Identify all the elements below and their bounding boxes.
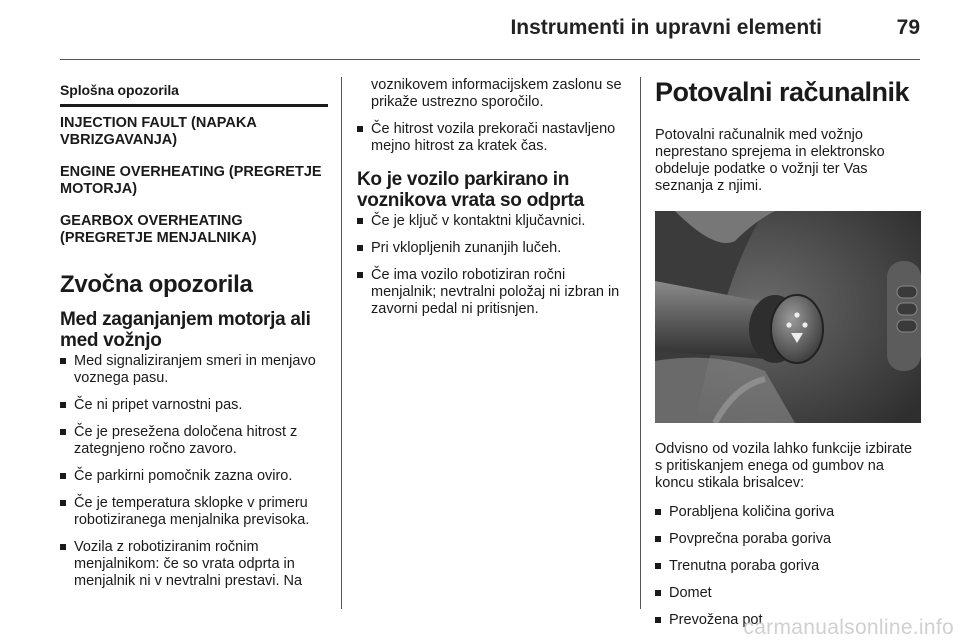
warning-message: INJECTION FAULT (NAPAKA VBRIZGAVANJA) [60, 115, 257, 148]
list-item: Porabljena količina goriva [655, 504, 921, 521]
bullet-list [357, 121, 625, 155]
wiper-stalk-photo [655, 211, 921, 423]
list-item: Če ima vozilo robotiziran ročni menjalnik; nevtralni položaj ni izbran in zavorni pedal ni pritisnjen. [357, 267, 625, 318]
warning-message: ENGINE OVERHEATING (PREGRETJE MOTORJA) [60, 164, 322, 197]
list-item: Pri vklopljenih zunanjih lučeh. [357, 240, 625, 257]
subheading-parked-door-open: Ko je vozilo parkirano in voznikova vrata so odprta [357, 169, 584, 211]
column-left [60, 77, 328, 600]
list-item: Domet [655, 585, 921, 602]
list-item: Trenutna poraba goriva [655, 558, 921, 575]
functions-paragraph: Odvisno od vozila lahko funkcije izbirate s pritiskanjem enega od gumbov na koncu stikala brisalcev: [655, 441, 913, 491]
list-item: Če ni pripet varnostni pas. [60, 397, 328, 414]
bullet-list [60, 353, 328, 590]
list-item: Če je ključ v kontaktni ključavnici. [357, 213, 625, 230]
continued-text: voznikovem informacijskem zaslonu se prikaže ustrezno sporočilo. [371, 77, 622, 110]
intro-paragraph: Potovalni računalnik med vožnjo neprestano sprejema in elektronsko obdeluje podatke o vožnji ter Vas seznanja z njimi. [655, 127, 885, 194]
heading-acoustic-warnings: Zvočna opozorila [60, 271, 253, 298]
list-item: Prevožena pot [655, 612, 921, 629]
column-divider-2 [640, 77, 641, 609]
warning-message: GEARBOX OVERHEATING (PREGRETJE MENJALNIKA) [60, 213, 257, 246]
bullet-list [655, 504, 921, 629]
running-header-title: Instrumenti in upravni elementi [510, 16, 822, 39]
column-divider-1 [341, 77, 342, 609]
header-divider [60, 59, 920, 60]
list-item: Če je presežena določena hitrost z zategnjeno ročno zavoro. [60, 424, 328, 458]
bullet-list [357, 213, 625, 318]
subheading-engine-start: Med zaganjanjem motorja ali med vožnjo [60, 309, 311, 351]
list-item: Povprečna poraba goriva [655, 531, 921, 548]
section-label-general-warnings: Splošna opozorila [60, 82, 328, 107]
column-middle [357, 77, 625, 328]
list-item: Med signaliziranjem smeri in menjavo voznega pasu. [60, 353, 328, 387]
list-item: Če parkirni pomočnik zazna oviro. [60, 468, 328, 485]
page-number: 79 [896, 16, 920, 39]
list-item: Če je temperatura sklopke v primeru robotiziranega menjalnika previsoka. [60, 495, 328, 529]
watermark: carmanualsonline.info [743, 616, 954, 639]
column-right [655, 77, 921, 639]
section-title-trip-computer: Potovalni računalnik [655, 77, 910, 107]
list-item: Če hitrost vozila prekorači nastavljeno mejno hitrost za kratek čas. [357, 121, 625, 155]
list-item: Vozila z robotiziranim ročnim menjalnikom: če so vrata odprta in menjalnik ni v nevtralni prestavi. Na [60, 539, 328, 590]
